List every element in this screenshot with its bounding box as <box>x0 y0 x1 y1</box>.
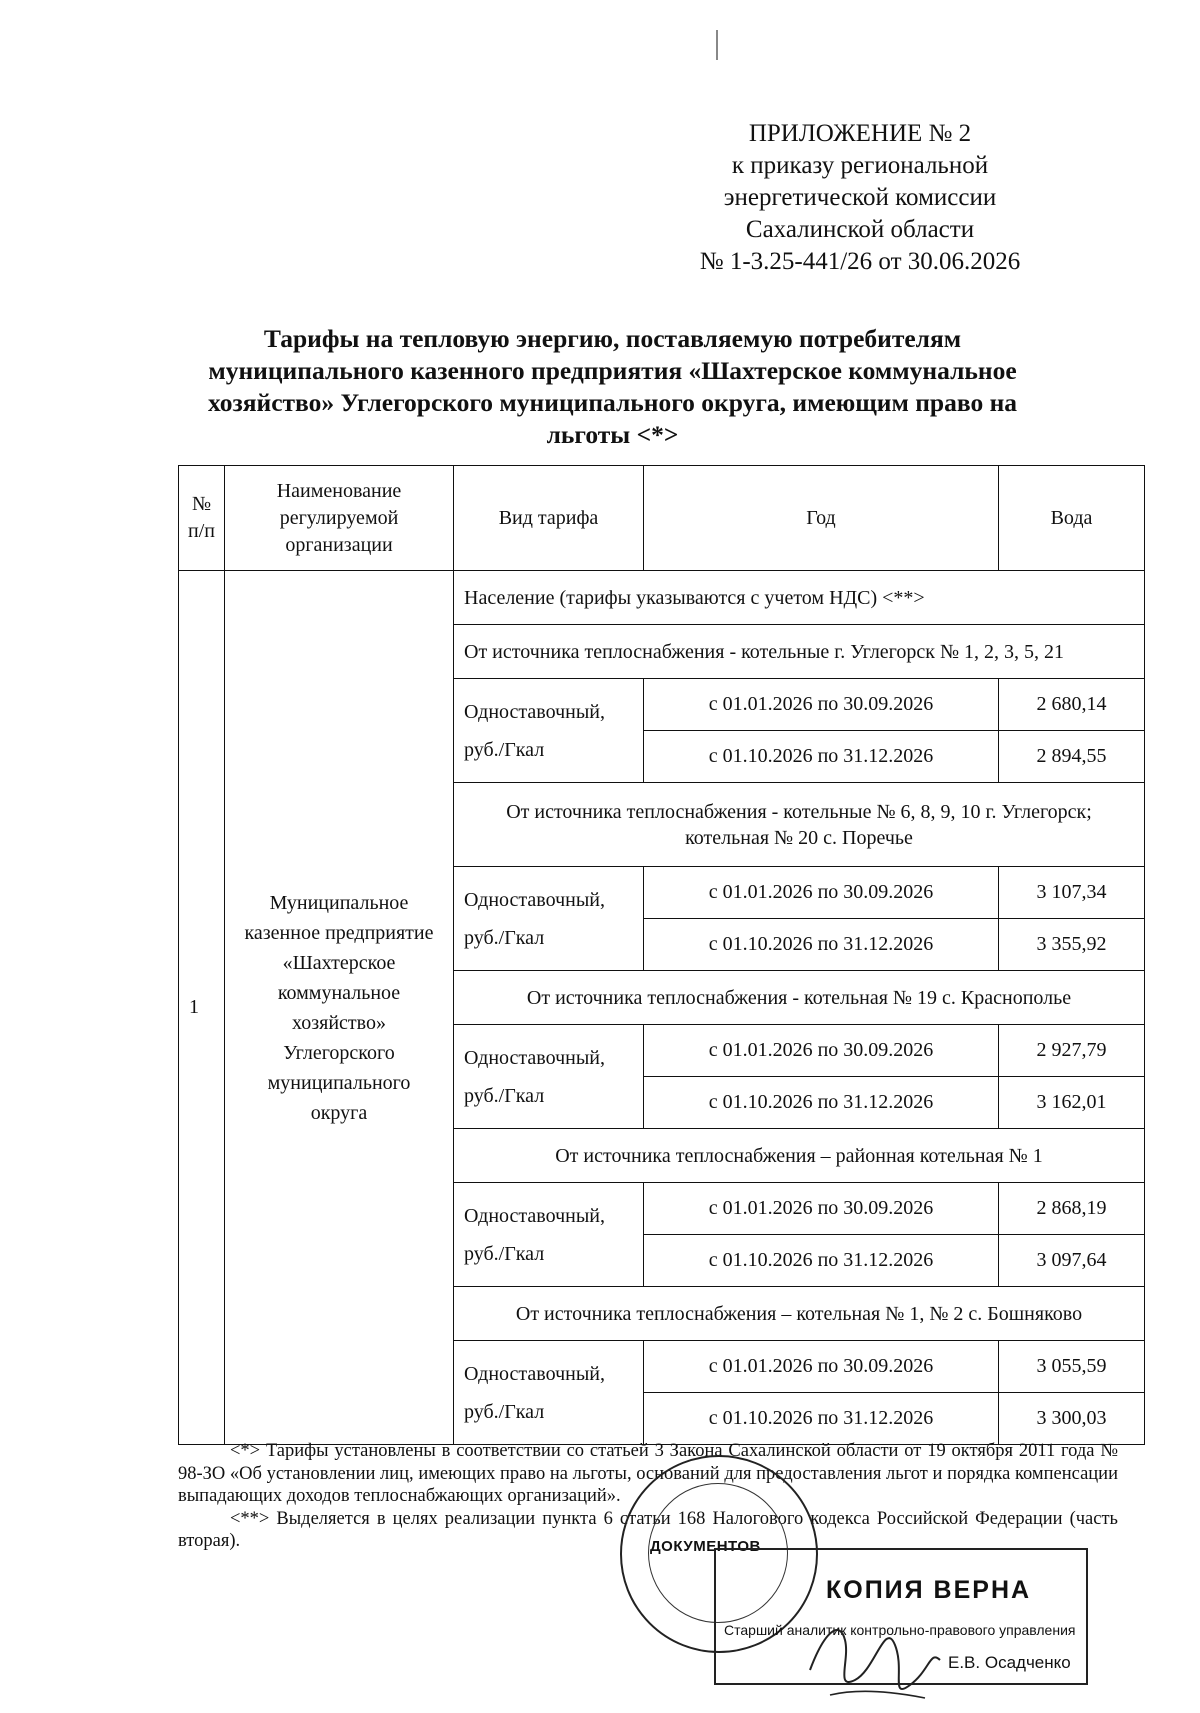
tariff-period: с 01.10.2026 по 31.12.2026 <box>644 731 999 783</box>
tariff-period: с 01.01.2026 по 30.09.2026 <box>644 1025 999 1077</box>
header-num: № п/п <box>179 466 225 571</box>
tariff-unit: руб./Гкал <box>464 1400 545 1423</box>
tariff-type <box>454 1025 644 1129</box>
footnote-2: <**> Выделяется в целях реализации пункта 6 статьи 168 Налогового кодекса Российской Федерации (часть вторая). <box>178 1508 1118 1551</box>
source-name: От источника теплоснабжения – котельная № 1, № 2 с. Бошняково <box>454 1287 1145 1341</box>
appendix-number: ПРИЛОЖЕНИЕ № 2 <box>748 120 972 147</box>
tariff-period: с 01.10.2026 по 31.12.2026 <box>644 1235 999 1287</box>
tariff-unit: руб./Гкал <box>464 926 545 949</box>
title-line: льготы <*> <box>546 420 679 449</box>
tariff-type <box>454 1183 644 1287</box>
tariff-type <box>454 867 644 971</box>
tariff-type-line: Одноставочный, <box>464 1046 605 1069</box>
table-header-row <box>179 466 1145 571</box>
tariff-period: с 01.01.2026 по 30.09.2026 <box>644 867 999 919</box>
source-name-line: котельная № 20 с. Поречье <box>685 826 913 849</box>
tariff-type-line: Одноставочный, <box>464 888 605 911</box>
tariff-table <box>178 465 1145 1445</box>
tariff-unit: руб./Гкал <box>464 1242 545 1265</box>
stamp-signatory-name: Е.В. Осадченко <box>948 1653 1071 1672</box>
source-name: От источника теплоснабжения - котельная № 19 с. Краснополье <box>454 971 1145 1025</box>
tariff-period: с 01.10.2026 по 31.12.2026 <box>644 919 999 971</box>
tariff-period: с 01.10.2026 по 31.12.2026 <box>644 1393 999 1445</box>
appendix-order-line: к приказу региональной <box>731 152 989 179</box>
header-water: Вода <box>999 466 1145 571</box>
source-name <box>454 783 1145 867</box>
org-line: округа <box>310 1101 368 1124</box>
tariff-type <box>454 679 644 783</box>
organization-name <box>225 571 454 1445</box>
tariff-value: 2 894,55 <box>999 731 1145 783</box>
org-line: «Шахтерское <box>282 951 396 974</box>
footnote-1: <*> Тарифы установлены в соответствии со статьей 3 Закона Сахалинской области от 19 октября 2011 года № 98-ЗО «Об установлении лиц, имеющих право на льготы, оснований для предоставления льгот и порядка компенсации выпадающих доходов теплоснабжающих организаций». <box>178 1441 1118 1506</box>
tariff-period: с 01.01.2026 по 30.09.2026 <box>644 1341 999 1393</box>
tariff-value: 2 868,19 <box>999 1183 1145 1235</box>
tariff-type-line: Одноставочный, <box>464 1204 605 1227</box>
tariff-type-line: Одноставочный, <box>464 700 605 723</box>
title-line: Тарифы на тепловую энергию, поставляемую потребителям <box>263 324 962 353</box>
document-title <box>150 323 1075 451</box>
population-row <box>179 571 1145 625</box>
source-name-line: От источника теплоснабжения - котельные № 6, 8, 9, 10 г. Углегорск; <box>506 800 1092 823</box>
seal-documents-label: ДОКУМЕНТОВ <box>650 1538 761 1555</box>
org-line: Углегорского <box>283 1041 395 1064</box>
appendix-commission-line: энергетической комиссии <box>723 184 997 211</box>
source-name: От источника теплоснабжения – районная котельная № 1 <box>454 1129 1145 1183</box>
appendix-header <box>640 118 1080 278</box>
population-label: Население (тарифы указываются с учетом НДС) <**> <box>454 571 1145 625</box>
appendix-region-line: Сахалинской области <box>745 216 975 243</box>
tariff-period: с 01.10.2026 по 31.12.2026 <box>644 1077 999 1129</box>
stamp-position: Старший аналитик контрольно-правового управления <box>724 1622 1076 1638</box>
tariff-type-line: Одноставочный, <box>464 1362 605 1385</box>
tariff-type <box>454 1341 644 1445</box>
tariff-value: 3 055,59 <box>999 1341 1145 1393</box>
tariff-period: с 01.01.2026 по 30.09.2026 <box>644 1183 999 1235</box>
tariff-unit: руб./Гкал <box>464 738 545 761</box>
tariff-value: 2 680,14 <box>999 679 1145 731</box>
appendix-order-number: № 1-3.25-441/26 от 30.06.2026 <box>699 248 1021 275</box>
tariff-value: 3 300,03 <box>999 1393 1145 1445</box>
org-line: хозяйство» <box>292 1011 386 1034</box>
source-name: От источника теплоснабжения - котельные г. Углегорск № 1, 2, 3, 5, 21 <box>454 625 1145 679</box>
org-line: казенное предприятие <box>244 921 434 944</box>
tariff-value: 2 927,79 <box>999 1025 1145 1077</box>
tariff-value: 3 162,01 <box>999 1077 1145 1129</box>
tariff-period: с 01.01.2026 по 30.09.2026 <box>644 679 999 731</box>
row-number: 1 <box>179 571 225 1445</box>
title-line: хозяйство» Углегорского муниципального округа, имеющим право на <box>207 388 1018 417</box>
handwritten-signature <box>800 1600 950 1710</box>
header-org: Наименование регулируемой организации <box>225 466 454 571</box>
org-line: коммунальное <box>277 981 401 1004</box>
org-line: муниципального <box>267 1071 411 1094</box>
tariff-value: 3 107,34 <box>999 867 1145 919</box>
title-line: муниципального казенного предприятия «Шахтерское коммунальное <box>208 356 1017 385</box>
header-tariff-type: Вид тарифа <box>454 466 644 571</box>
scan-mark <box>716 30 718 60</box>
tariff-unit: руб./Гкал <box>464 1084 545 1107</box>
tariff-value: 3 097,64 <box>999 1235 1145 1287</box>
org-line: Муниципальное <box>269 891 409 914</box>
tariff-value: 3 355,92 <box>999 919 1145 971</box>
header-year: Год <box>644 466 999 571</box>
stamp-title: КОПИЯ ВЕРНА <box>826 1576 1032 1604</box>
